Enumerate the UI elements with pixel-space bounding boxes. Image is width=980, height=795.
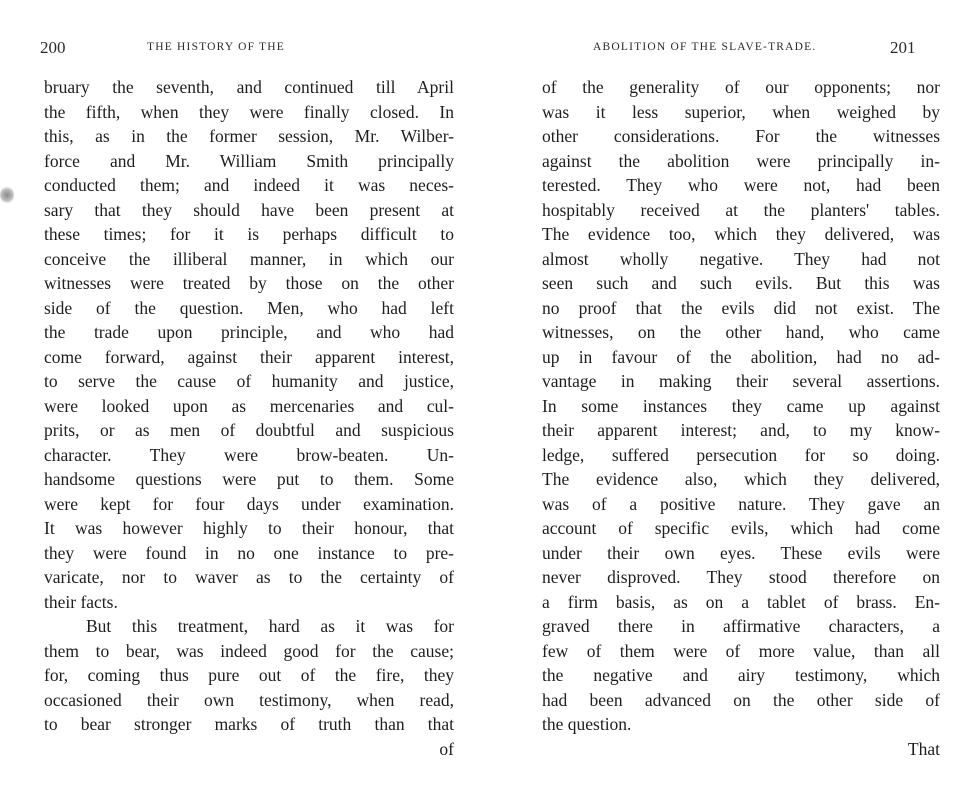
text-line: handsome questions were put to them. Some bbox=[44, 469, 454, 489]
text-line: hospitably received at the planters' tables. bbox=[542, 199, 940, 220]
left-page-number: 200 bbox=[40, 38, 66, 57]
text-line: almost wholly negative. They had not bbox=[542, 248, 940, 269]
text-line: conceive the illiberal manner, in which our bbox=[44, 248, 454, 269]
text-line: conducted them; and indeed it was neces- bbox=[44, 175, 454, 195]
text-line: bruary the seventh, and continued till April bbox=[44, 77, 454, 97]
text-line: seen such and such evils. But this was bbox=[542, 273, 940, 293]
text-line: them to bear, was indeed good for the cause; bbox=[44, 640, 454, 661]
text-line: In some instances they came up against bbox=[542, 395, 940, 416]
left-running-head: THE HISTORY OF THE bbox=[147, 41, 285, 53]
text-line: few of them were of more value, than all bbox=[542, 640, 940, 661]
text-line: never disproved. They stood therefore on bbox=[542, 567, 940, 587]
text-line: up in favour of the abolition, had no ad- bbox=[542, 346, 940, 367]
text-line: had been advanced on the other side of bbox=[542, 689, 940, 710]
text-line: varicate, nor to waver as to the certainty of bbox=[44, 567, 454, 587]
text-line: against the abolition were principally in- bbox=[542, 150, 940, 171]
text-line: occasioned their own testimony, when read, bbox=[44, 689, 454, 710]
right-page-number: 201 bbox=[890, 38, 916, 57]
text-line: of the generality of our opponents; nor bbox=[542, 77, 940, 97]
right-body-text bbox=[542, 75, 940, 761]
text-line: witnesses were treated by those on the other bbox=[44, 273, 454, 293]
text-line: account of specific evils, which had come bbox=[542, 518, 940, 538]
text-line: under their own eyes. These evils were bbox=[542, 542, 940, 563]
text-line: The evidence too, which they delivered, was bbox=[542, 224, 940, 244]
text-line: were looked upon as mercenaries and cul- bbox=[44, 395, 454, 416]
text-line: the negative and airy testimony, which bbox=[542, 665, 940, 685]
text-line: ledge, suffered persecution for so doing. bbox=[542, 444, 940, 465]
text-line: force and Mr. William Smith principally bbox=[44, 150, 454, 171]
text-line: this, as in the former session, Mr. Wilber- bbox=[44, 126, 454, 146]
text-line: was of a positive nature. They gave an bbox=[542, 493, 940, 514]
right-running-head: ABOLITION OF THE SLAVE-TRADE. bbox=[593, 41, 817, 53]
text-line: these times; for it is perhaps difficult to bbox=[44, 224, 454, 244]
text-line: vantage in making their several assertions. bbox=[542, 371, 940, 391]
left-body-text bbox=[44, 75, 454, 761]
text-line: character. They were brow-beaten. Un- bbox=[44, 444, 454, 465]
text-line: their facts. bbox=[44, 591, 118, 612]
text-line: sary that they should have been present at bbox=[44, 199, 454, 220]
ink-smudge bbox=[0, 186, 14, 204]
text-line: for, coming thus pure out of the fire, they bbox=[44, 665, 454, 685]
text-line: witnesses, on the other hand, who came bbox=[542, 322, 940, 342]
text-line: the question. bbox=[542, 714, 632, 734]
text-line: a firm basis, as on a tablet of brass. En- bbox=[542, 591, 940, 612]
text-line: their apparent interest; and, to my know- bbox=[542, 420, 940, 440]
text-line: they were found in no one instance to pre- bbox=[44, 542, 454, 563]
text-line: other considerations. For the witnesses bbox=[542, 126, 940, 146]
text-line: side of the question. Men, who had left bbox=[44, 297, 454, 318]
text-line: It was however highly to their honour, that bbox=[44, 518, 454, 538]
text-line: terested. They who were not, had been bbox=[542, 175, 940, 195]
text-line: The evidence also, which they delivered, bbox=[542, 469, 940, 489]
text-line: to bear stronger marks of truth than that bbox=[44, 714, 454, 734]
text-line: come forward, against their apparent interest, bbox=[44, 346, 454, 367]
text-line: were kept for four days under examination. bbox=[44, 493, 454, 514]
text-line: to serve the cause of humanity and justice, bbox=[44, 371, 454, 391]
text-line: graved there in affirmative characters, a bbox=[542, 616, 940, 636]
catchword: of bbox=[439, 738, 454, 759]
text-line: the trade upon principle, and who had bbox=[44, 322, 454, 342]
text-line: But this treatment, hard as it was for bbox=[86, 616, 454, 636]
right-page bbox=[490, 0, 980, 795]
text-line: no proof that the evils did not exist. The bbox=[542, 297, 940, 318]
text-line: prits, or as men of doubtful and suspicious bbox=[44, 420, 454, 440]
text-line: was it less superior, when weighed by bbox=[542, 101, 940, 122]
catchword: That bbox=[907, 738, 940, 759]
text-line: the fifth, when they were finally closed. In bbox=[44, 101, 454, 122]
